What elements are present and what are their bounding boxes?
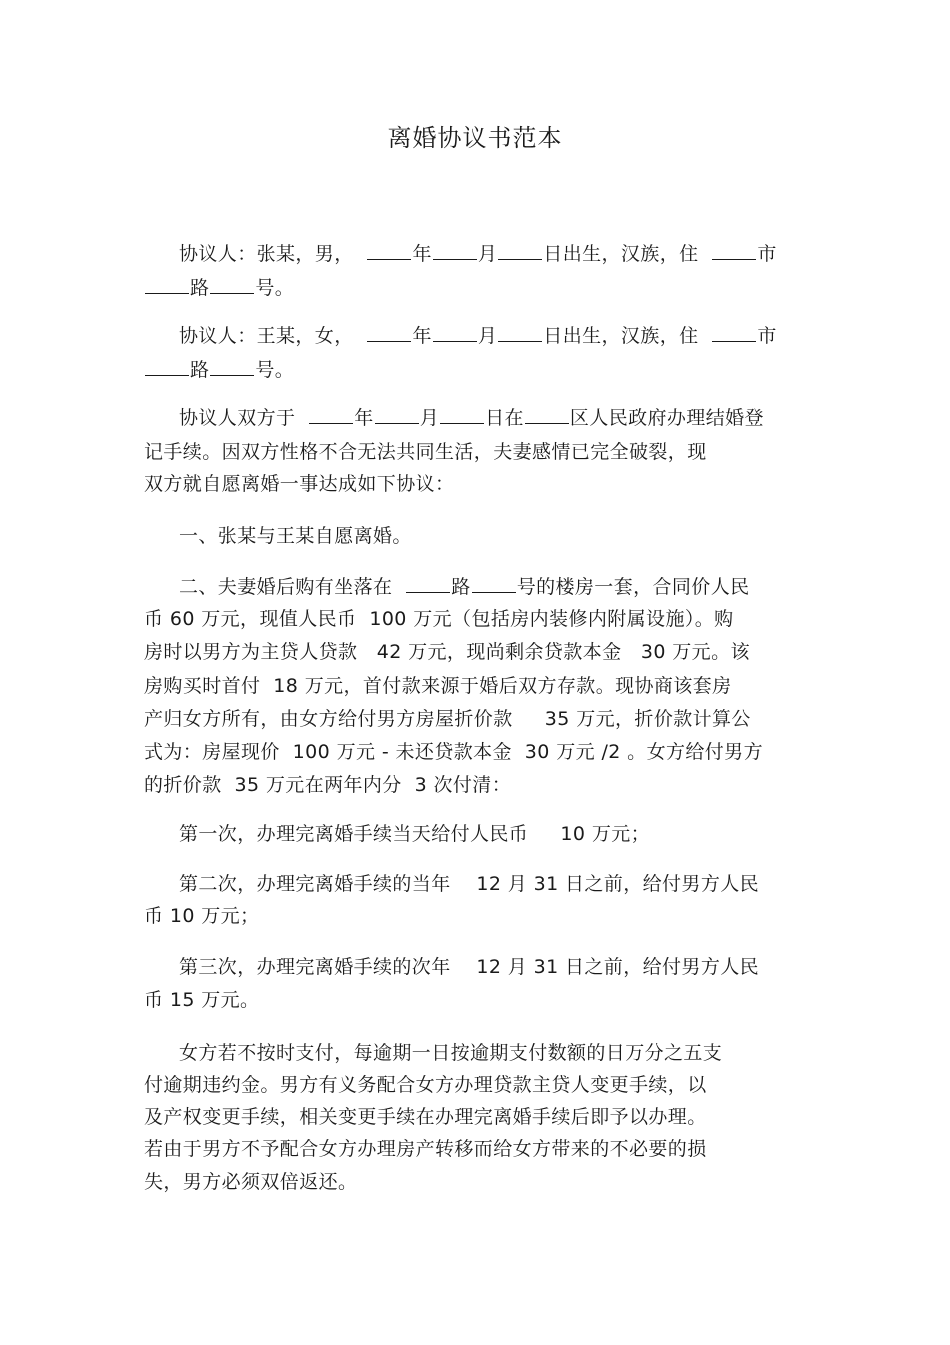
text-run: 日出生，汉族，住: [543, 325, 712, 347]
paragraph-line: [179, 406, 764, 430]
text-run: 女方若不按时支付，每逾期一日按逾期支付数额的日万分之五支: [179, 1042, 723, 1064]
text-run: 市: [757, 243, 777, 265]
text-run: 年: [354, 407, 374, 429]
paragraph-line: [144, 358, 294, 382]
text-run: 的折价款 35 万元在两年内分 3 次付清：: [144, 774, 512, 796]
fill-in-blank: [406, 575, 450, 593]
text-run: 产归女方所有，由女方给付男方房屋折价款 35 万元，折价款计算公: [144, 708, 751, 730]
text-run: 一、张某与王某自愿离婚。: [179, 525, 412, 547]
text-run: 双方就自愿离婚一事达成如下协议：: [144, 473, 455, 495]
text-run: 号。: [255, 277, 295, 299]
paragraph-line: [179, 242, 777, 266]
text-run: 路: [190, 277, 210, 299]
text-run: 日出生，汉族，住: [543, 243, 712, 265]
text-run: 日在: [485, 407, 524, 429]
text-run: 式为：房屋现价 100 万元 - 未还贷款本金 30 万元 /2 。女方给付男方: [144, 741, 763, 763]
text-run: 号。: [255, 359, 295, 381]
paragraph-line: [179, 822, 650, 846]
fill-in-blank: [433, 324, 477, 342]
text-run: 第一次，办理完离婚手续当天给付人民币 10 万元；: [179, 823, 651, 845]
paragraph-line: [144, 707, 751, 731]
fill-in-blank: [367, 242, 411, 260]
paragraph-line: [144, 773, 511, 797]
paragraph-line: [144, 674, 732, 698]
text-run: 协议人：王某，女，: [179, 325, 367, 347]
text-run: 协议人：张某，男，: [179, 243, 367, 265]
text-run: 记手续。因双方性格不合无法共同生活，夫妻感情已完全破裂，现: [144, 441, 707, 463]
text-run: 及产权变更手续，相关变更手续在办理完离婚手续后即予以办理。: [144, 1106, 707, 1128]
paragraph-line: [179, 955, 759, 979]
paragraph-line: [144, 988, 259, 1012]
text-run: 路: [190, 359, 210, 381]
fill-in-blank: [712, 324, 756, 342]
fill-in-blank: [145, 358, 189, 376]
text-run: 月: [477, 243, 498, 265]
text-run: 房时以男方为主贷人贷款 42 万元，现尚剩余贷款本金 30 万元。该: [144, 641, 750, 663]
text-run: 年: [412, 243, 432, 265]
text-run: 付逾期违约金。男方有义务配合女方办理贷款主贷人变更手续，以: [144, 1074, 707, 1096]
paragraph-line: [179, 575, 750, 599]
fill-in-blank: [433, 242, 477, 260]
fill-in-blank: [210, 358, 254, 376]
paragraph-line: [144, 1073, 707, 1097]
fill-in-blank: [525, 406, 569, 424]
fill-in-blank: [145, 276, 189, 294]
text-run: 二、夫妻婚后购有坐落在: [179, 576, 406, 598]
text-run: 失，男方必须双倍返还。: [144, 1171, 358, 1193]
text-run: 月: [419, 407, 440, 429]
fill-in-blank: [375, 406, 419, 424]
text-run: 房购买时首付 18 万元，首付款来源于婚后双方存款。现协商该套房: [144, 675, 732, 697]
fill-in-blank: [309, 406, 353, 424]
fill-in-blank: [498, 324, 542, 342]
paragraph-line: [144, 276, 294, 300]
paragraph-line: [144, 472, 454, 496]
text-run: 币 60 万元，现值人民币 100 万元（包括房内装修内附属设施）。购: [144, 608, 734, 630]
text-run: 号的楼房一套，合同价人民: [516, 576, 750, 598]
paragraph-line: [144, 607, 734, 631]
text-run: 协议人双方于: [179, 407, 309, 429]
text-run: 币 10 万元；: [144, 905, 260, 927]
paragraph-line: [144, 440, 707, 464]
text-run: 若由于男方不予配合女方办理房产转移而给女方带来的不必要的损: [144, 1138, 707, 1160]
paragraph-line: [179, 524, 412, 548]
fill-in-blank: [440, 406, 484, 424]
page-title: 离婚协议书范本: [387, 124, 563, 152]
paragraph-line: [144, 1137, 707, 1161]
text-run: 年: [412, 325, 432, 347]
paragraph-line: [144, 740, 763, 764]
paragraph-line: [179, 872, 759, 896]
paragraph-line: [144, 1105, 707, 1129]
paragraph-line: [179, 1041, 722, 1065]
text-run: 第二次，办理完离婚手续的当年 12 月 31 日之前，给付男方人民: [179, 873, 760, 895]
text-run: 币 15 万元。: [144, 989, 260, 1011]
fill-in-blank: [498, 242, 542, 260]
paragraph-line: [144, 1170, 357, 1194]
paragraph-line: [179, 324, 777, 348]
text-run: 市: [757, 325, 777, 347]
paragraph-line: [144, 640, 750, 664]
text-run: 第三次，办理完离婚手续的次年 12 月 31 日之前，给付男方人民: [179, 956, 760, 978]
fill-in-blank: [472, 575, 516, 593]
text-run: 月: [477, 325, 498, 347]
paragraph-line: [144, 904, 259, 928]
fill-in-blank: [367, 324, 411, 342]
text-run: 路: [451, 576, 471, 598]
fill-in-blank: [210, 276, 254, 294]
fill-in-blank: [712, 242, 756, 260]
text-run: 区人民政府办理结婚登: [569, 407, 764, 429]
